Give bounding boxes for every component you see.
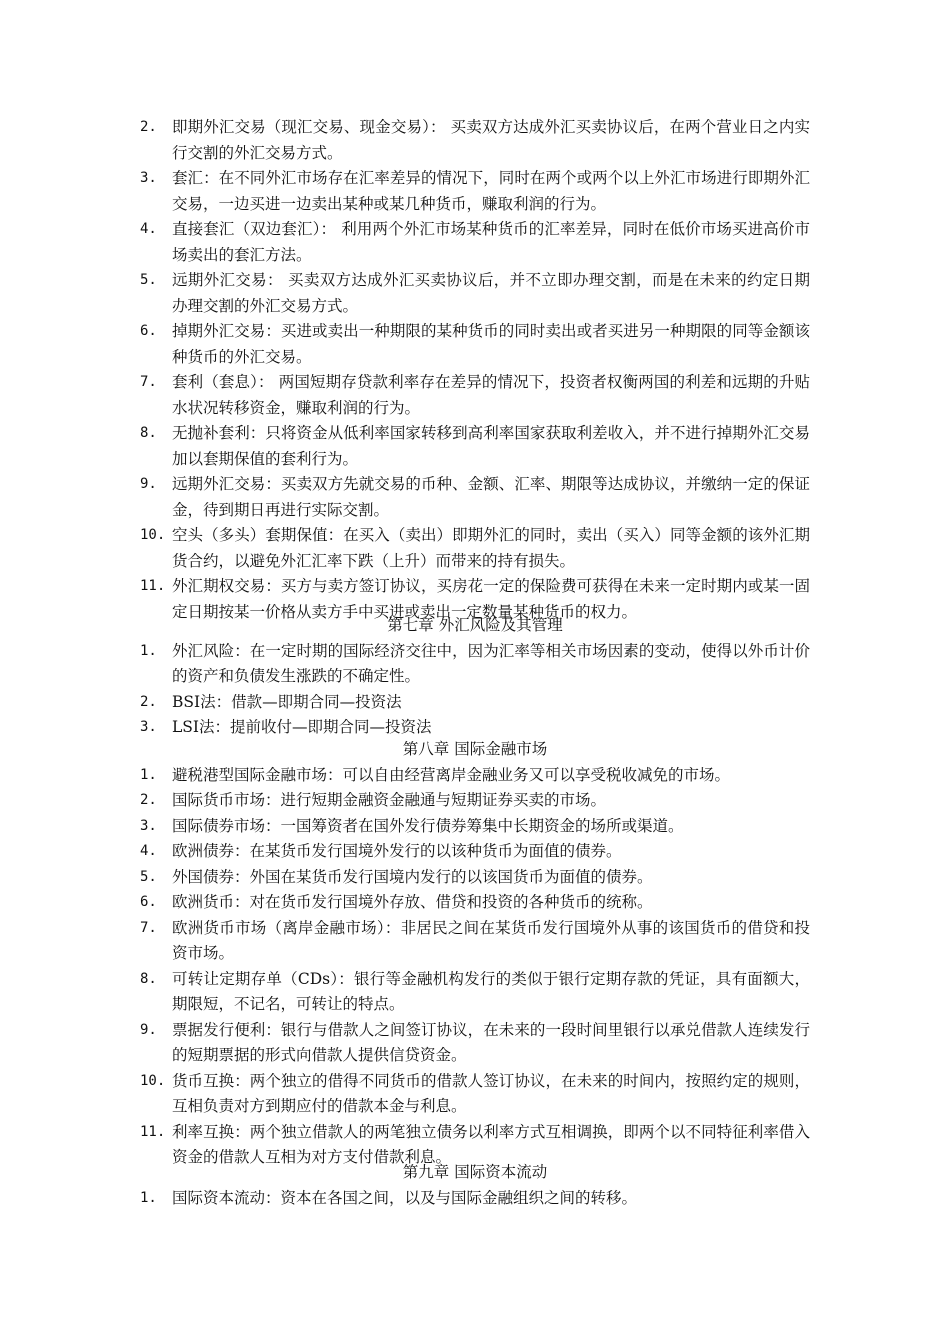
section-foreign-exchange-trading [140, 115, 810, 625]
item-text: 欧洲债券：在某货币发行国境外发行的以该种货币为面值的债券。 [172, 842, 622, 860]
list-item [140, 690, 810, 716]
item-number: 10. [140, 527, 166, 543]
list-item [140, 319, 810, 370]
item-number: 2. [140, 792, 157, 808]
item-number: 9. [140, 476, 157, 492]
item-text: 欧洲货币：对在货币发行国境外存放、借贷和投资的各种货币的统称。 [172, 893, 653, 911]
list-item [140, 1018, 810, 1069]
item-number: 2. [140, 119, 157, 135]
item-number: 9. [140, 1021, 157, 1038]
item-text: LSI法：提前收付—即期合同—投资法 [172, 718, 432, 736]
item-number: 1. [140, 642, 157, 659]
item-number: 6. [140, 894, 157, 910]
item-number: 7. [140, 919, 157, 936]
item-text: 票据发行便利：银行与借款人之间签订协议，在未来的一段时间里银行以承兑借款人连续发行的短期票据的形式向借款人提供信贷资金。 [172, 1020, 810, 1064]
item-number: 4. [140, 843, 157, 859]
list-item [140, 421, 810, 472]
list-item [140, 890, 810, 916]
list-item [140, 865, 810, 891]
item-number: 5. [140, 868, 157, 885]
item-number: 10. [140, 1072, 166, 1089]
item-number: 7. [140, 374, 157, 390]
list-item [140, 370, 810, 421]
item-number: 3. [140, 817, 157, 834]
item-number: 2. [140, 693, 157, 710]
item-number: 8. [140, 970, 157, 987]
item-text: 套利（套息）： 两国短期存贷款利率存在差异的情况下，投资者权衡两国的利差和远期的升贴水状况转移资金，赚取利润的行为。 [172, 373, 810, 417]
chapter-heading: 第八章 国际金融市场 [402, 740, 548, 758]
item-text: 国际资本流动：资本在各国之间，以及与国际金融组织之间的转移。 [172, 1188, 638, 1207]
item-number: 1. [140, 766, 157, 783]
item-text: 外汇期权交易：买方与卖方签订协议，买房花一定的保险费可获得在未来一定时期内或某一固定日期按某一价格从卖方手中买进或卖出一定数量某种货币的权力。 [172, 577, 810, 621]
item-number: 11. [140, 1123, 166, 1140]
item-number: 8. [140, 425, 157, 441]
item-text: 直接套汇（双边套汇）： 利用两个外汇市场某种货币的汇率差异，同时在低价市场买进高价市场卖出的套汇方法。 [172, 220, 810, 264]
item-text: 无抛补套利：只将资金从低利率国家转移到高利率国家获取利差收入，并不进行掉期外汇交易加以套期保值的套利行为。 [172, 424, 810, 468]
item-text: 空头（多头）套期保值：在买入（卖出）即期外汇的同时，卖出（买入）同等金额的该外汇期货合约，以避免外汇汇率下跌（上升）而带来的持有损失。 [172, 526, 810, 570]
item-number: 5. [140, 272, 157, 288]
list-item [140, 639, 810, 690]
section-chapter-9 [140, 1160, 810, 1211]
section-chapter-7 [140, 613, 810, 741]
item-text: 即期外汇交易（现汇交易、现金交易）： 买卖双方达成外汇买卖协议后，在两个营业日之内实行交割的外汇交易方式。 [172, 118, 810, 162]
item-text: 国际货币市场：进行短期金融资金融通与短期证券买卖的市场。 [172, 791, 607, 809]
list-item [140, 115, 810, 166]
list-item [140, 814, 810, 840]
item-text: 套汇：在不同外汇市场存在汇率差异的情况下，同时在两个或两个以上外汇市场进行即期外汇交易，一边买进一边卖出某种或某几种货币，赚取利润的行为。 [172, 169, 810, 213]
item-text: BSI法：借款—即期合同—投资法 [172, 692, 402, 711]
item-number: 3. [140, 170, 157, 186]
list-item [140, 217, 810, 268]
list-item [140, 916, 810, 967]
item-number: 11. [140, 578, 166, 594]
chapter-heading: 第七章 外汇风险及其管理 [387, 616, 563, 634]
list-item [140, 763, 810, 789]
item-text: 国际债券市场：一国筹资者在国外发行债券筹集中长期资金的场所或渠道。 [172, 816, 684, 835]
item-number: 4. [140, 221, 157, 237]
item-text: 外汇风险：在一定时期的国际经济交往中，因为汇率等相关市场因素的变动，使得以外币计价的资产和负债发生涨跌的不确定性。 [172, 641, 810, 685]
item-text: 欧洲货币市场（离岸金融市场）：非居民之间在某货币发行国境外从事的该国货币的借贷和投资市场。 [172, 918, 810, 962]
chapter-heading: 第九章 国际资本流动 [402, 1163, 548, 1181]
item-number: 6. [140, 323, 157, 339]
list-item [140, 268, 810, 319]
item-text: 可转让定期存单（CDs）：银行等金融机构发行的类似于银行定期存款的凭证，具有面额大，期限短，不记名，可转让的特点。 [172, 969, 810, 1013]
list-item [140, 788, 810, 814]
list-item [140, 1069, 810, 1120]
section-chapter-8 [140, 737, 810, 1171]
list-item [140, 967, 810, 1018]
item-text: 避税港型国际金融市场：可以自由经营离岸金融业务又可以享受税收减免的市场。 [172, 765, 731, 784]
item-text: 利率互换：两个独立借款人的两笔独立债务以利率方式互相调换，即两个以不同特征利率借入资金的借款人互相为对方支付借款利息。 [172, 1122, 810, 1166]
item-text: 货币互换：两个独立的借得不同货币的借款人签订协议，在未来的时间内，按照约定的规则，互相负责对方到期应付的借款本金与利息。 [172, 1071, 810, 1115]
list-item [140, 523, 810, 574]
item-number: 3. [140, 719, 157, 735]
item-text: 远期外汇交易： 买卖双方达成外汇买卖协议后，并不立即办理交割，而是在未来的约定日期办理交割的外汇交易方式。 [172, 271, 810, 315]
list-item [140, 166, 810, 217]
item-number: 1. [140, 1189, 157, 1206]
list-item [140, 1186, 810, 1212]
item-text: 掉期外汇交易：买进或卖出一种期限的某种货币的同时卖出或者买进另一种期限的同等金额该种货币的外汇交易。 [172, 322, 810, 366]
list-item [140, 472, 810, 523]
item-text: 外国债券：外国在某货币发行国境内发行的以该国货币为面值的债券。 [172, 867, 653, 886]
list-item [140, 839, 810, 865]
item-text: 远期外汇交易：买卖双方先就交易的币种、金额、汇率、期限等达成协议，并缴纳一定的保证金，待到期日再进行实际交割。 [172, 475, 810, 519]
